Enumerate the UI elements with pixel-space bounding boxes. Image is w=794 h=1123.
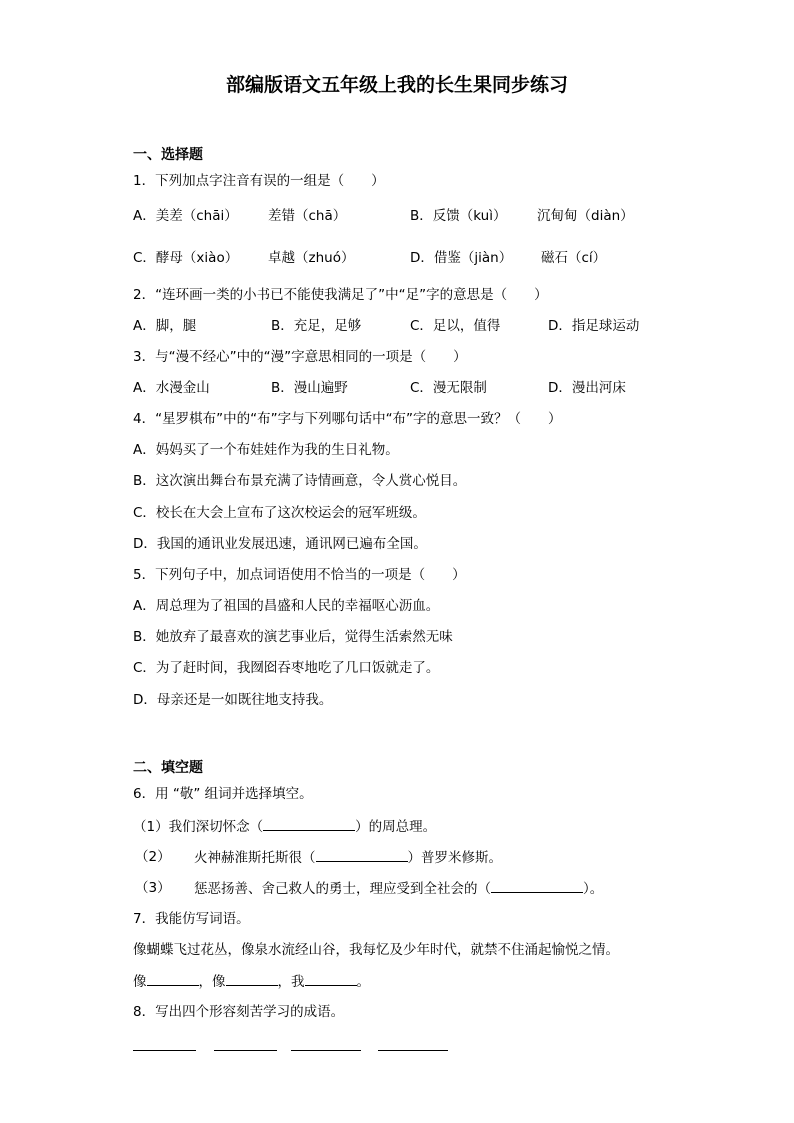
question-3-stem: 3．与“漫不经心”中的“漫”字意思相同的一项是（ ） — [133, 349, 467, 365]
q7-blank-1[interactable] — [147, 972, 199, 986]
question-4-stem: 4．“星罗棋布”中的“布”字与下列哪句话中“布”字的意思一致？（ ） — [133, 411, 562, 427]
q1-option-c: C．酵母（xiào） — [133, 250, 239, 266]
q6-item-1-prefix: （1）我们深切怀念（ — [133, 819, 264, 835]
q4-option-a: A．妈妈买了一个布娃娃作为我的生日礼物。 — [133, 442, 399, 458]
q8-blank-3[interactable] — [291, 1049, 361, 1051]
q2-option-a: A．脚，腿 — [133, 318, 197, 334]
q5-option-d: D．母亲还是一如既往地支持我。 — [133, 692, 333, 708]
q5-option-c: C．为了赶时间，我囫囵吞枣地吃了几口饭就走了。 — [133, 660, 440, 676]
q3-option-d: D．漫出河床 — [548, 380, 626, 396]
q6-item-3-blank[interactable] — [491, 879, 583, 893]
section-heading-choice: 一、选择题 — [133, 147, 203, 163]
section-heading-fill: 二、填空题 — [133, 760, 203, 776]
question-6-stem: 6．用 “敬” 组词并选择填空。 — [133, 786, 313, 802]
q4-option-d: D．我国的通讯业发展迅速，通讯网已遍布全国。 — [133, 536, 427, 552]
q5-option-b: B．她放弃了最喜欢的演艺事业后，觉得生活索然无味 — [133, 629, 453, 645]
q3-option-b: B．漫山遍野 — [271, 380, 348, 396]
page-title: 部编版语文五年级上我的长生果同步练习 — [225, 74, 568, 96]
q7-example: 像蝴蝶飞过花丛，像泉水流经山谷，我每忆及少年时代，就禁不住涌起愉悦之情。 — [133, 942, 619, 958]
q7-part-2: ，像 — [198, 974, 226, 990]
q7-part-3: ，我 — [277, 974, 305, 990]
q7-part-1: 像 — [133, 974, 147, 990]
question-7-stem: 7．我能仿写词语。 — [133, 911, 250, 927]
q6-item-3-number: （3） — [135, 880, 171, 896]
q1-option-b-second: 沉甸甸（diàn） — [537, 208, 634, 224]
q6-item-3 — [194, 879, 603, 898]
q7-part-4: 。 — [356, 974, 370, 990]
q8-blank-4[interactable] — [378, 1049, 448, 1051]
q5-option-a: A．周总理为了祖国的昌盛和人民的幸福呕心沥血。 — [133, 598, 440, 614]
q8-blank-1[interactable] — [133, 1049, 196, 1051]
q4-option-b: B．这次演出舞台布景充满了诗情画意，令人赏心悦目。 — [133, 473, 467, 489]
q8-blank-2[interactable] — [214, 1049, 277, 1051]
q1-option-d: D．借鉴（jiàn） — [410, 250, 513, 266]
q6-item-1 — [133, 817, 436, 836]
q7-blank-3[interactable] — [305, 972, 357, 986]
q6-item-2-number: （2） — [135, 849, 171, 865]
q4-option-c: C．校长在大会上宣布了这次校运会的冠军班级。 — [133, 505, 426, 521]
q6-item-2-suffix: ）普罗米修斯。 — [407, 850, 502, 866]
q3-option-a: A．水漫金山 — [133, 380, 210, 396]
q1-option-a-second: 差错（chā） — [268, 208, 347, 224]
question-5-stem: 5．下列句子中，加点词语使用不恰当的一项是（ ） — [133, 567, 466, 583]
q6-item-3-prefix: 惩恶扬善、舍己救人的勇士，理应受到全社会的（ — [194, 881, 491, 897]
question-1-stem: 1．下列加点字注音有误的一组是（ ） — [133, 173, 385, 189]
q6-item-1-suffix: ）的周总理。 — [355, 819, 437, 835]
q2-option-b: B．充足，足够 — [271, 318, 362, 334]
q6-item-2-prefix: 火神赫淮斯托斯很（ — [194, 850, 316, 866]
q7-imitation-line — [133, 972, 370, 991]
q1-option-a: A．美差（chāi） — [133, 208, 238, 224]
q1-option-c-second: 卓越（zhuó） — [268, 250, 355, 266]
q6-item-1-blank[interactable] — [263, 817, 355, 831]
question-2-stem: 2．“连环画一类的小书已不能使我满足了”中“足”字的意思是（ ） — [133, 287, 548, 303]
q6-item-2-blank[interactable] — [316, 848, 408, 862]
q2-option-d: D．指足球运动 — [548, 318, 640, 334]
q6-item-3-suffix: ）。 — [583, 881, 604, 897]
q1-option-b: B．反馈（kuì） — [410, 208, 507, 224]
q6-item-2 — [194, 848, 502, 867]
question-8-stem: 8．写出四个形容刻苦学习的成语。 — [133, 1004, 345, 1020]
q3-option-c: C．漫无限制 — [410, 380, 487, 396]
q1-option-d-second: 磁石（cí） — [541, 250, 607, 266]
q7-blank-2[interactable] — [226, 972, 278, 986]
q2-option-c: C．足以，值得 — [410, 318, 501, 334]
